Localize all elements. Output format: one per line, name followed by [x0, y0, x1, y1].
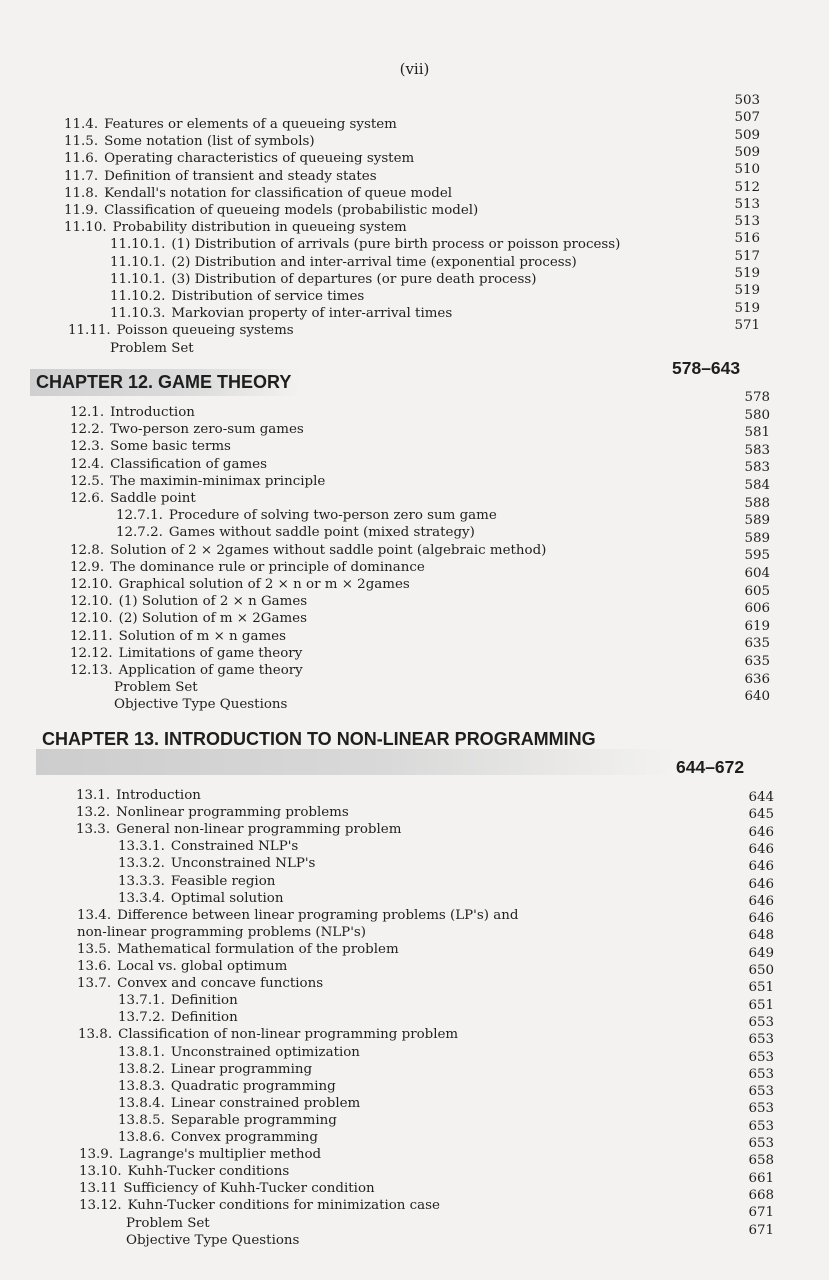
toc-entry-number: 13.8.5.	[118, 1112, 165, 1128]
toc-entry	[110, 340, 194, 357]
toc-entry	[77, 924, 366, 941]
toc-page-ref: 519	[734, 266, 760, 281]
toc-entry	[79, 1163, 289, 1180]
toc-entry	[116, 524, 475, 541]
toc-entry-title: Kuhn-Tucker conditions for minimization case	[127, 1198, 440, 1214]
toc-entry-number: 13.7.2.	[118, 1010, 165, 1026]
toc-entry	[64, 116, 397, 133]
toc-entry-title: Classification of queueing models (probabilistic model)	[104, 203, 479, 218]
toc-entry-number: 12.8.	[70, 542, 105, 558]
toc-entry-title: Unconstrained NLP's	[170, 856, 316, 872]
toc-page-ref: 653	[748, 1118, 774, 1134]
toc-page-ref: 658	[748, 1153, 774, 1169]
toc-entry-number: 13.6.	[77, 959, 112, 974]
toc-page-ref: 651	[748, 997, 774, 1013]
toc-page-ref: 606	[744, 601, 770, 617]
toc-page-ref: 583	[744, 460, 770, 476]
toc-entry-number: 13.1.	[76, 788, 111, 803]
toc-page-ref: 636	[744, 671, 770, 687]
toc-entry-title: Introduction	[116, 788, 201, 803]
toc-entry	[118, 1009, 238, 1026]
toc-entry-number: 13.5.	[77, 941, 112, 957]
toc-entry-title: Difference between linear programing problems (LP's) and	[117, 907, 519, 923]
toc-entry-title: Graphical solution of 2 × n or m × 2games	[118, 577, 410, 592]
toc-entry-number: 13.3.3.	[118, 873, 165, 889]
toc-entry-title: Sufficiency of Kuhh-Tucker condition	[123, 1181, 375, 1197]
toc-entry-number: 12.7.2.	[116, 525, 163, 541]
toc-entry-title: Quadratic programming	[170, 1078, 336, 1094]
toc-entry-number: 11.6.	[64, 151, 99, 167]
toc-page-ref: 653	[748, 1014, 774, 1030]
toc-entry	[78, 1026, 458, 1043]
toc-entry-title: Mathematical formulation of the problem	[117, 941, 399, 957]
toc-entry	[118, 1129, 318, 1146]
toc-entry-title: Linear constrained problem	[170, 1095, 361, 1111]
toc-entry-title: Procedure of solving two-person zero sum game	[168, 508, 497, 524]
toc-entry-title: Classification of games	[110, 456, 267, 472]
toc-entry	[114, 679, 198, 696]
toc-page-ref: 653	[748, 1066, 774, 1082]
toc-entry-title: Local vs. global optimum	[117, 959, 288, 974]
toc-page-ref: 605	[744, 583, 770, 599]
toc-page-ref: 649	[748, 945, 774, 961]
toc-page-ref: 671	[748, 1222, 774, 1238]
toc-page-ref: 503	[734, 93, 760, 108]
toc-page-ref: 589	[744, 530, 770, 546]
toc-entry-title: Features or elements of a queueing system	[104, 117, 397, 132]
toc-entry	[118, 838, 298, 855]
toc-page-ref: 583	[744, 442, 770, 458]
toc-entry-title: Definition	[170, 1010, 238, 1026]
toc-entry-number: 13.3.	[76, 822, 111, 838]
toc-page-ref: 646	[748, 841, 774, 857]
toc-page-ref: 516	[734, 231, 760, 247]
toc-entry-number: 12.10.	[70, 594, 113, 610]
toc-entry-title: Problem Set	[114, 680, 198, 696]
toc-entry	[118, 1078, 336, 1095]
toc-entry-number: 13.10.	[79, 1164, 122, 1180]
toc-entry-number: 13.11	[79, 1181, 118, 1197]
toc-entry	[76, 787, 201, 804]
toc-page-ref: 653	[748, 1136, 774, 1151]
toc-page-ref: 648	[748, 928, 774, 944]
page-number: (vii)	[399, 60, 430, 78]
toc-entry	[118, 1044, 360, 1061]
toc-entry	[70, 421, 304, 438]
toc-entry-title: The dominance rule or principle of dominance	[110, 559, 425, 575]
toc-entry	[70, 438, 231, 455]
toc-page-ref: 519	[734, 283, 760, 299]
toc-entry	[118, 1095, 360, 1112]
toc-entry-number: 12.13.	[70, 663, 113, 678]
toc-page-ref: 509	[734, 127, 760, 143]
toc-entry-title: Solution of 2 × 2games without saddle point (algebraic method)	[110, 542, 547, 558]
toc-page-ref: 650	[748, 963, 774, 978]
toc-entry-title: Objective Type Questions	[126, 1232, 300, 1248]
toc-entry	[110, 305, 452, 322]
toc-entry-number: 12.10.	[70, 611, 113, 627]
toc-page-ref: 589	[744, 513, 770, 529]
toc-page-ref: 513	[734, 214, 760, 230]
toc-entry	[70, 645, 302, 662]
toc-page-ref: 668	[748, 1187, 774, 1203]
toc-entry-number: 13.2.	[76, 805, 111, 821]
toc-entry-number: 13.7.	[77, 976, 112, 992]
toc-entry	[64, 168, 377, 185]
toc-entry-number: 11.7.	[64, 168, 99, 184]
toc-entry-title: Constrained NLP's	[170, 839, 299, 855]
toc-page-ref: 635	[744, 654, 770, 669]
toc-entry-title: General non-linear programming problem	[116, 822, 402, 838]
toc-entry-number: 12.2.	[70, 422, 105, 438]
toc-page-ref: 646	[748, 911, 774, 927]
toc-entry	[70, 490, 196, 507]
toc-entry-number: 12.12.	[70, 645, 113, 661]
toc-entry-number: 13.8.3.	[118, 1078, 165, 1094]
toc-page-ref: 513	[734, 196, 760, 212]
toc-entry-number: 11.10.3.	[110, 306, 166, 322]
toc-entry	[70, 593, 307, 610]
toc-entry	[110, 236, 620, 253]
toc-page-ref: 517	[734, 248, 760, 264]
toc-entry-title: Lagrange's multiplier method	[119, 1147, 322, 1163]
toc-entry	[118, 992, 238, 1009]
toc-entry-number: 13.12.	[79, 1198, 122, 1214]
toc-entry-title: Unconstrained optimization	[170, 1044, 360, 1060]
toc-page-ref: 644	[748, 790, 774, 805]
toc-entry	[64, 185, 452, 202]
toc-entry-title: Application of game theory	[118, 663, 303, 678]
toc-entry-title: Optimal solution	[170, 890, 284, 906]
toc-entry-title: Limitations of game theory	[118, 645, 303, 661]
toc-entry-title: Convex programming	[170, 1130, 318, 1145]
toc-entry-title: Separable programming	[170, 1112, 337, 1128]
toc-entry-number: 13.7.1.	[118, 993, 165, 1009]
toc-entry-title: Two-person zero-sum games	[110, 422, 304, 438]
toc-entry	[110, 271, 536, 288]
toc-entry-title: (1) Solution of 2 × n Games	[118, 594, 308, 610]
toc-entry-number: 12.3.	[70, 439, 105, 455]
toc-entry-title: (1) Distribution of arrivals (pure birth process or poisson process)	[171, 237, 621, 253]
toc-page-ref: 653	[748, 1032, 774, 1048]
toc-entry	[118, 873, 275, 890]
toc-entry	[76, 804, 349, 821]
toc-entry-number: 11.10.1.	[110, 237, 166, 253]
toc-entry-title: Convex and concave functions	[117, 976, 324, 992]
toc-page-ref: 653	[748, 1049, 774, 1065]
toc-entry	[77, 975, 323, 992]
toc-entry	[64, 202, 478, 219]
toc-page-ref: 519	[734, 300, 760, 316]
toc-entry	[76, 821, 401, 838]
toc-entry	[77, 941, 399, 958]
chapter-12-heading: CHAPTER 12. GAME THEORY	[30, 369, 301, 396]
toc-entry	[77, 958, 287, 975]
toc-entry	[70, 404, 195, 421]
toc-page-ref: 671	[748, 1205, 774, 1221]
toc-entry-number: 13.3.1.	[118, 839, 165, 855]
toc-entry	[118, 855, 315, 872]
toc-entry-title: Games without saddle point (mixed strategy)	[168, 525, 475, 541]
toc-entry	[126, 1215, 210, 1232]
toc-entry	[118, 1061, 312, 1078]
toc-entry	[70, 473, 325, 490]
toc-entry-number: 11.11.	[68, 323, 111, 339]
toc-page-ref: 661	[748, 1170, 774, 1186]
toc-entry-number: 12.5.	[70, 473, 105, 489]
toc-entry-title: Introduction	[110, 405, 195, 420]
toc-entry-title: Kendall's notation for classification of queue model	[104, 185, 453, 201]
toc-entry-title: Objective Type Questions	[114, 697, 288, 713]
toc-entry-number: 11.10.1.	[110, 271, 166, 287]
toc-entry	[118, 890, 283, 907]
toc-entry-title: (3) Distribution of departures (or pure death process)	[171, 271, 537, 287]
toc-entry-title: Some notation (list of symbols)	[104, 134, 315, 150]
toc-page-ref: 595	[744, 548, 770, 564]
toc-entry-number: 11.8.	[64, 185, 99, 201]
toc-entry-number: 13.9.	[79, 1147, 114, 1163]
toc-entry-number: 12.11.	[70, 628, 113, 644]
toc-page-ref: 646	[748, 876, 774, 892]
toc-page-ref: 635	[744, 636, 770, 652]
toc-entry-title: Probability distribution in queueing system	[112, 220, 407, 236]
toc-entry-number: 13.8.	[78, 1027, 113, 1043]
toc-entry	[126, 1232, 299, 1249]
toc-page-ref: 578	[744, 390, 770, 405]
toc-entry	[70, 628, 286, 645]
toc-page-ref: 619	[744, 618, 770, 634]
toc-page-ref: 580	[744, 407, 770, 423]
toc-entry-number: 12.4.	[70, 456, 105, 472]
toc-entry-title: Markovian property of inter-arrival times	[171, 306, 453, 322]
toc-entry-title: non-linear programming problems (NLP's)	[77, 924, 366, 940]
toc-page-ref: 653	[748, 1084, 774, 1100]
toc-entry-title: Feasible region	[170, 873, 276, 889]
toc-entry-number: 13.3.4.	[118, 890, 165, 906]
toc-page-ref: 512	[734, 179, 760, 195]
toc-entry	[110, 288, 364, 305]
toc-page-ref: 651	[748, 980, 774, 996]
toc-entry-number: 12.7.1.	[116, 508, 163, 524]
toc-entry-number: 13.8.4.	[118, 1095, 165, 1111]
toc-entry	[77, 907, 518, 924]
toc-entry-title: Problem Set	[126, 1215, 210, 1231]
toc-entry-number: 11.4.	[64, 117, 99, 132]
toc-page-ref: 571	[734, 317, 760, 333]
toc-entry	[64, 150, 414, 167]
toc-entry	[110, 254, 577, 271]
toc-entry	[70, 610, 307, 627]
toc-entry	[68, 322, 294, 339]
toc-entry	[79, 1197, 440, 1214]
toc-entry	[79, 1180, 375, 1197]
toc-entry-number: 12.1.	[70, 405, 105, 420]
toc-entry-title: Linear programming	[170, 1061, 313, 1077]
toc-entry	[70, 576, 410, 593]
toc-page-ref: 581	[744, 425, 770, 441]
toc-entry-number: 13.4.	[77, 907, 112, 923]
toc-entry	[79, 1146, 321, 1163]
toc-page-ref: 588	[744, 495, 770, 511]
chapter-12-page-range: 578–643	[672, 358, 741, 378]
toc-entry-title: Operating characteristics of queueing system	[104, 151, 415, 167]
toc-entry-title: Classification of non-linear programming problem	[118, 1027, 459, 1043]
chapter-13-page-range: 644–672	[676, 757, 745, 777]
toc-entry	[70, 542, 546, 559]
toc-entry-number: 12.10.	[70, 577, 113, 592]
toc-entry-title: Nonlinear programming problems	[116, 805, 349, 821]
toc-entry-title: Some basic terms	[110, 439, 231, 455]
toc-page-ref: 646	[748, 824, 774, 840]
toc-entry-number: 11.10.2.	[110, 289, 166, 304]
toc-entry-number: 13.3.2.	[118, 856, 165, 872]
toc-page-ref: 509	[734, 144, 760, 160]
toc-entry-number: 12.9.	[70, 559, 105, 575]
toc-entry-title: (2) Solution of m × 2Games	[118, 611, 307, 627]
toc-entry-number: 11.10.1.	[110, 254, 166, 270]
toc-entry	[64, 133, 315, 150]
toc-entry	[64, 219, 407, 236]
toc-entry	[70, 662, 303, 679]
toc-page-ref: 640	[744, 689, 770, 705]
toc-entry-title: Kuhh-Tucker conditions	[127, 1164, 290, 1180]
toc-page-ref: 646	[748, 859, 774, 875]
toc-page-ref: 510	[734, 162, 760, 178]
chapter-13-heading: CHAPTER 13. INTRODUCTION TO NON-LINEAR PROGRAMMING	[42, 729, 596, 749]
toc-page-ref: 645	[748, 807, 774, 823]
toc-entry-number: 12.6.	[70, 491, 105, 506]
toc-page-ref: 646	[748, 893, 774, 909]
toc-entry-title: Definition of transient and steady states	[104, 168, 377, 184]
toc-entry	[70, 559, 425, 576]
toc-entry-title: Definition	[170, 993, 238, 1009]
toc-entry-number: 13.8.6.	[118, 1130, 165, 1145]
toc-entry	[118, 1112, 337, 1129]
toc-page-ref: 507	[734, 110, 760, 126]
toc-entry-title: Distribution of service times	[171, 289, 365, 304]
toc-entry-title: Problem Set	[110, 340, 194, 356]
toc-entry-title: Poisson queueing systems	[116, 323, 294, 339]
toc-entry-title: Saddle point	[110, 491, 196, 506]
toc-entry	[116, 507, 497, 524]
toc-page-ref: 653	[748, 1101, 774, 1117]
toc-entry	[114, 696, 287, 713]
toc-page-ref: 604	[744, 566, 770, 581]
toc-entry-title: The maximin-minimax principle	[110, 473, 326, 489]
toc-entry-number: 11.10.	[64, 220, 107, 236]
toc-entry	[70, 456, 267, 473]
toc-page-ref: 584	[744, 478, 770, 493]
toc-entry-title: Solution of m × n games	[118, 628, 286, 644]
toc-entry-number: 11.9.	[64, 203, 99, 218]
toc-entry-number: 13.8.1.	[118, 1044, 165, 1060]
toc-entry-title: (2) Distribution and inter-arrival time (exponential process)	[171, 254, 577, 270]
toc-entry-number: 11.5.	[64, 134, 99, 150]
toc-entry-number: 13.8.2.	[118, 1061, 165, 1077]
